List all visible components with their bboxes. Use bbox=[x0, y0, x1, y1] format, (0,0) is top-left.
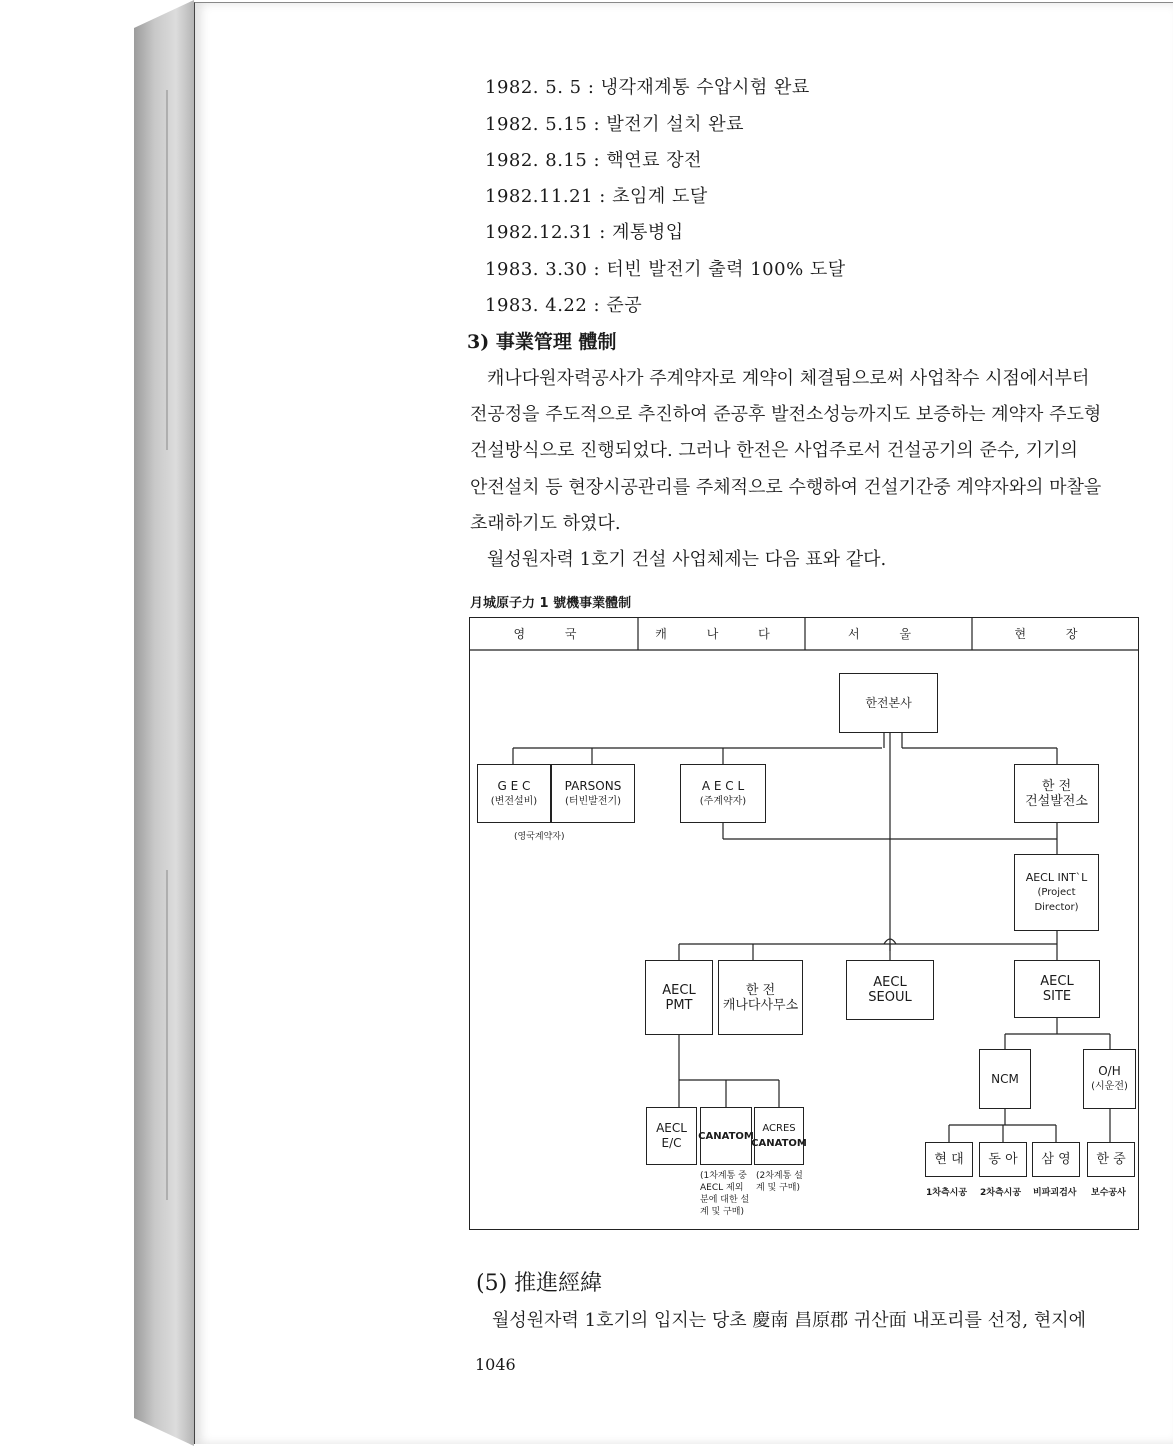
box-label: SITE bbox=[1042, 989, 1072, 1004]
org-chart bbox=[469, 617, 1139, 1230]
acres-note bbox=[756, 1170, 803, 1194]
contractor-box-samyoung bbox=[1032, 1142, 1080, 1177]
contractor-box-hyundai bbox=[925, 1142, 973, 1177]
box-label: A E C L bbox=[701, 778, 745, 793]
gec-box bbox=[477, 764, 551, 823]
canatom-box bbox=[700, 1107, 752, 1165]
aecl-site-box bbox=[1014, 960, 1100, 1018]
paragraph-line: 안전설치 등 현장시공관리를 주체적으로 수행하여 건설기간중 계약자와의 마찰을 bbox=[470, 477, 1102, 498]
page-stack-line bbox=[166, 90, 168, 450]
note-line: 분에 대한 설 bbox=[700, 1195, 750, 1205]
note-line: (1차계통 중 bbox=[700, 1171, 747, 1181]
box-label: AECL INT`L bbox=[1025, 871, 1088, 884]
timeline-entry: 1982.11.21 : 초임계 도달 bbox=[485, 186, 708, 207]
column-header-canada: 캐 나 다 bbox=[655, 627, 788, 641]
timeline-entry: 1983. 4.22 : 준공 bbox=[485, 295, 643, 316]
aecl-intl-box bbox=[1014, 854, 1099, 931]
box-label: AECL bbox=[1040, 974, 1074, 989]
box-label: CANATOM bbox=[698, 1130, 754, 1142]
box-label: 한 전 bbox=[1041, 778, 1072, 794]
box-label: 캐나다사무소 bbox=[722, 997, 799, 1013]
book-page-stack bbox=[134, 0, 194, 1446]
kepco-hq-box bbox=[839, 673, 938, 733]
column-header-uk: 영 국 bbox=[513, 627, 595, 641]
box-label: NCM bbox=[991, 1071, 1019, 1086]
ncm-box bbox=[979, 1049, 1031, 1109]
contractor-box-hanjung bbox=[1087, 1142, 1135, 1177]
aecl-box bbox=[680, 764, 766, 823]
chart-caption: 月城原子力 1 號機事業體制 bbox=[470, 596, 632, 611]
canatom-note bbox=[700, 1170, 749, 1218]
timeline-entry: 1982.12.31 : 계통병입 bbox=[485, 222, 684, 243]
aecl-ec-box bbox=[646, 1107, 697, 1165]
page-stack-line bbox=[166, 870, 168, 1200]
box-label: SEOUL bbox=[868, 990, 912, 1005]
timeline-entry: 1982. 5.15 : 발전기 설치 완료 bbox=[485, 114, 744, 135]
section-3-heading: 3) 事業管理 體制 bbox=[467, 331, 617, 353]
section-5-text: 월성원자력 1호기의 입지는 당초 慶南 昌原郡 귀산面 내포리를 선정, 현지에 bbox=[492, 1310, 1086, 1331]
box-sublabel: (터빈발전기) bbox=[564, 795, 622, 807]
column-header-seoul: 서 울 bbox=[848, 627, 929, 641]
site-office-box bbox=[1014, 764, 1099, 823]
note-line: 계 및 구매) bbox=[756, 1183, 801, 1193]
paragraph-line: 월성원자력 1호기 건설 사업체제는 다음 표와 같다. bbox=[487, 549, 887, 570]
acres-canatom-box bbox=[751, 1107, 807, 1165]
box-label: 동 아 bbox=[988, 1152, 1018, 1167]
section-5-heading: (5) 推進經緯 bbox=[476, 1271, 603, 1296]
box-label: O/H bbox=[1098, 1064, 1121, 1078]
column-header-site: 현 장 bbox=[1014, 627, 1096, 641]
box-label: AECL bbox=[656, 1121, 687, 1135]
contractor-note: 비파괴검사 bbox=[1033, 1188, 1077, 1198]
box-label: 삼 영 bbox=[1041, 1152, 1071, 1167]
box-label: 한 전 bbox=[745, 982, 776, 998]
uk-contractor-note: (영국계약자) bbox=[514, 832, 565, 842]
box-label: PARSONS bbox=[564, 778, 622, 793]
box-sublabel: (변전설비) bbox=[490, 795, 538, 807]
paragraph-line: 초래하기도 하였다. bbox=[470, 513, 621, 534]
page-number: 1046 bbox=[475, 1355, 516, 1374]
note-line: 계 및 구매) bbox=[700, 1207, 745, 1217]
box-label: E/C bbox=[661, 1136, 682, 1150]
aecl-pmt-box bbox=[645, 960, 713, 1035]
oh-box bbox=[1083, 1049, 1136, 1109]
parsons-box bbox=[551, 764, 635, 823]
box-sublabel: (시운전) bbox=[1091, 1081, 1128, 1092]
box-sublabel: (주계약자) bbox=[699, 795, 747, 807]
aecl-seoul-box bbox=[846, 960, 934, 1020]
box-label: 현 대 bbox=[934, 1152, 964, 1167]
box-label: CANATOM bbox=[751, 1138, 807, 1149]
box-label: ACRES bbox=[762, 1123, 796, 1134]
box-label: 건설발전소 bbox=[1025, 793, 1088, 809]
kepco-canada-box bbox=[718, 960, 803, 1035]
timeline-entry: 1982. 8.15 : 핵연료 장전 bbox=[485, 150, 702, 171]
paragraph-line: 캐나다원자력공사가 주계약자로 계약이 체결됨으로써 사업착수 시점에서부터 bbox=[487, 368, 1090, 389]
box-sublabel: (Project Director) bbox=[1034, 887, 1079, 913]
box-label: AECL bbox=[873, 975, 907, 990]
note-line: (2차계통 설 bbox=[756, 1171, 803, 1181]
contractor-note: 1차측시공 bbox=[926, 1188, 968, 1198]
contractor-box-donga bbox=[979, 1142, 1027, 1177]
box-label: 한전본사 bbox=[865, 695, 912, 710]
note-line: AECL 제외 bbox=[700, 1183, 744, 1193]
contractor-note: 2차측시공 bbox=[980, 1188, 1022, 1198]
box-label: G E C bbox=[497, 778, 531, 793]
timeline-entry: 1982. 5. 5 : 냉각재계통 수압시험 완료 bbox=[485, 77, 810, 98]
paragraph-line: 전공정을 주도적으로 추진하여 준공후 발전소성능까지도 보증하는 계약자 주도형 bbox=[470, 404, 1102, 425]
box-label: 한 중 bbox=[1096, 1152, 1126, 1167]
box-label: PMT bbox=[665, 997, 693, 1013]
box-label: AECL bbox=[662, 982, 696, 998]
timeline-entry: 1983. 3.30 : 터빈 발전기 출력 100% 도달 bbox=[485, 259, 846, 280]
paragraph-line: 건설방식으로 진행되었다. 그러나 한전은 사업주로서 건설공기의 준수, 기기의 bbox=[470, 440, 1078, 461]
contractor-note: 보수공사 bbox=[1091, 1188, 1126, 1198]
